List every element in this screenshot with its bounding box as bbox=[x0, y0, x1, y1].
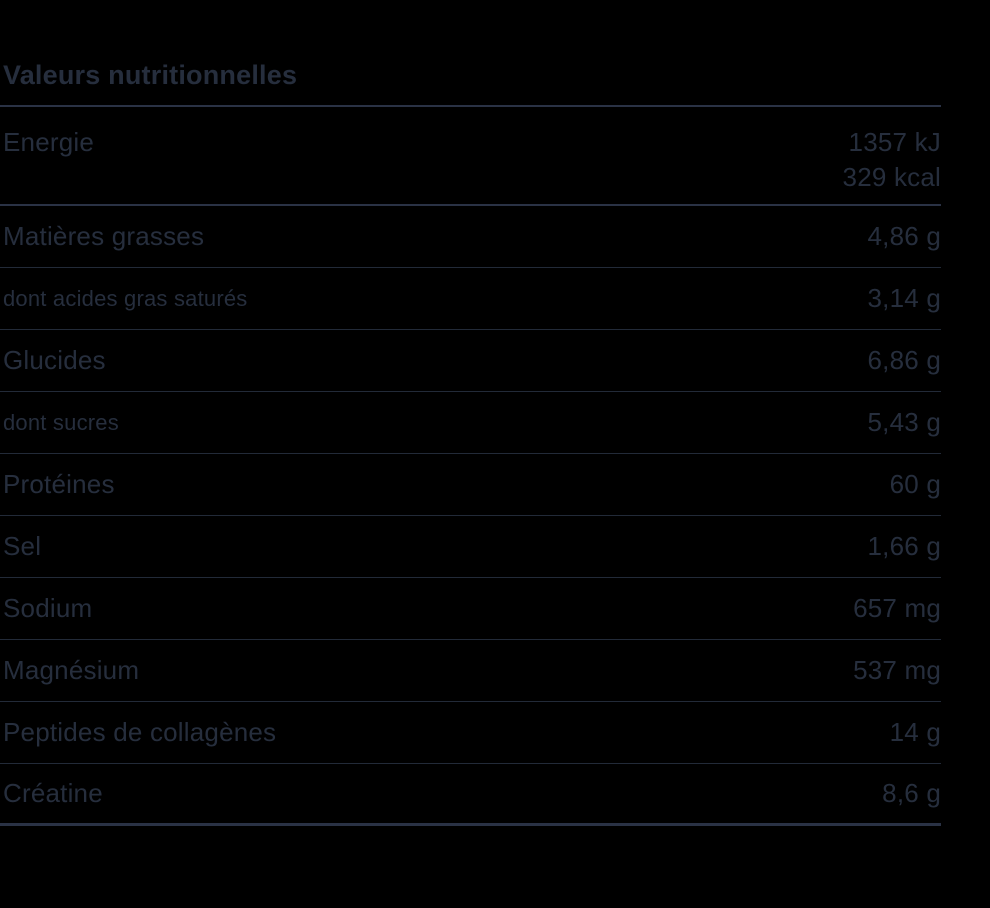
table-row bbox=[0, 578, 941, 640]
row-value bbox=[853, 653, 941, 688]
row-value-line: 5,43 g bbox=[867, 407, 941, 437]
table-row bbox=[0, 702, 941, 764]
row-value bbox=[868, 343, 942, 378]
row-label: dont sucres bbox=[3, 410, 119, 435]
row-value bbox=[868, 281, 942, 316]
row-label: Peptides de collagènes bbox=[3, 717, 277, 747]
row-label: Glucides bbox=[3, 345, 106, 375]
row-value-line: 8,6 g bbox=[882, 778, 941, 808]
row-label: Sel bbox=[3, 531, 42, 561]
table-row bbox=[0, 516, 941, 578]
row-value-line: 329 kcal bbox=[842, 162, 941, 192]
row-value-line: 6,86 g bbox=[867, 345, 941, 375]
table-row bbox=[0, 107, 941, 206]
row-value-line: 1,66 g bbox=[867, 531, 941, 561]
row-label: Sodium bbox=[3, 593, 93, 623]
row-value-line: 60 g bbox=[889, 469, 941, 499]
row-value bbox=[853, 591, 941, 626]
row-value bbox=[868, 405, 942, 440]
row-label: Protéines bbox=[3, 469, 115, 499]
nutrition-table bbox=[0, 107, 941, 826]
row-value bbox=[843, 125, 941, 195]
row-value-line: 537 mg bbox=[853, 655, 941, 685]
table-row bbox=[0, 392, 941, 454]
row-label: Energie bbox=[3, 127, 95, 157]
table-row bbox=[0, 206, 941, 268]
table-row bbox=[0, 640, 941, 702]
row-value bbox=[890, 467, 941, 502]
row-value-line: 14 g bbox=[889, 717, 941, 747]
row-label: Matières grasses bbox=[3, 221, 205, 251]
row-label: Créatine bbox=[3, 778, 103, 808]
row-value-line: 4,86 g bbox=[867, 221, 941, 251]
row-value bbox=[868, 219, 942, 254]
row-label: Magnésium bbox=[3, 655, 140, 685]
row-value-line: 3,14 g bbox=[867, 283, 941, 313]
table-row bbox=[0, 268, 941, 330]
row-value bbox=[882, 776, 941, 811]
row-value-line: 1357 kJ bbox=[848, 127, 941, 157]
table-row bbox=[0, 454, 941, 516]
row-value bbox=[890, 715, 941, 750]
table-row bbox=[0, 330, 941, 392]
table-row bbox=[0, 764, 941, 826]
row-value bbox=[868, 529, 942, 564]
row-label: dont acides gras saturés bbox=[3, 286, 248, 311]
nutrition-table-title: Valeurs nutritionnelles bbox=[3, 60, 298, 90]
row-value-line: 657 mg bbox=[853, 593, 941, 623]
